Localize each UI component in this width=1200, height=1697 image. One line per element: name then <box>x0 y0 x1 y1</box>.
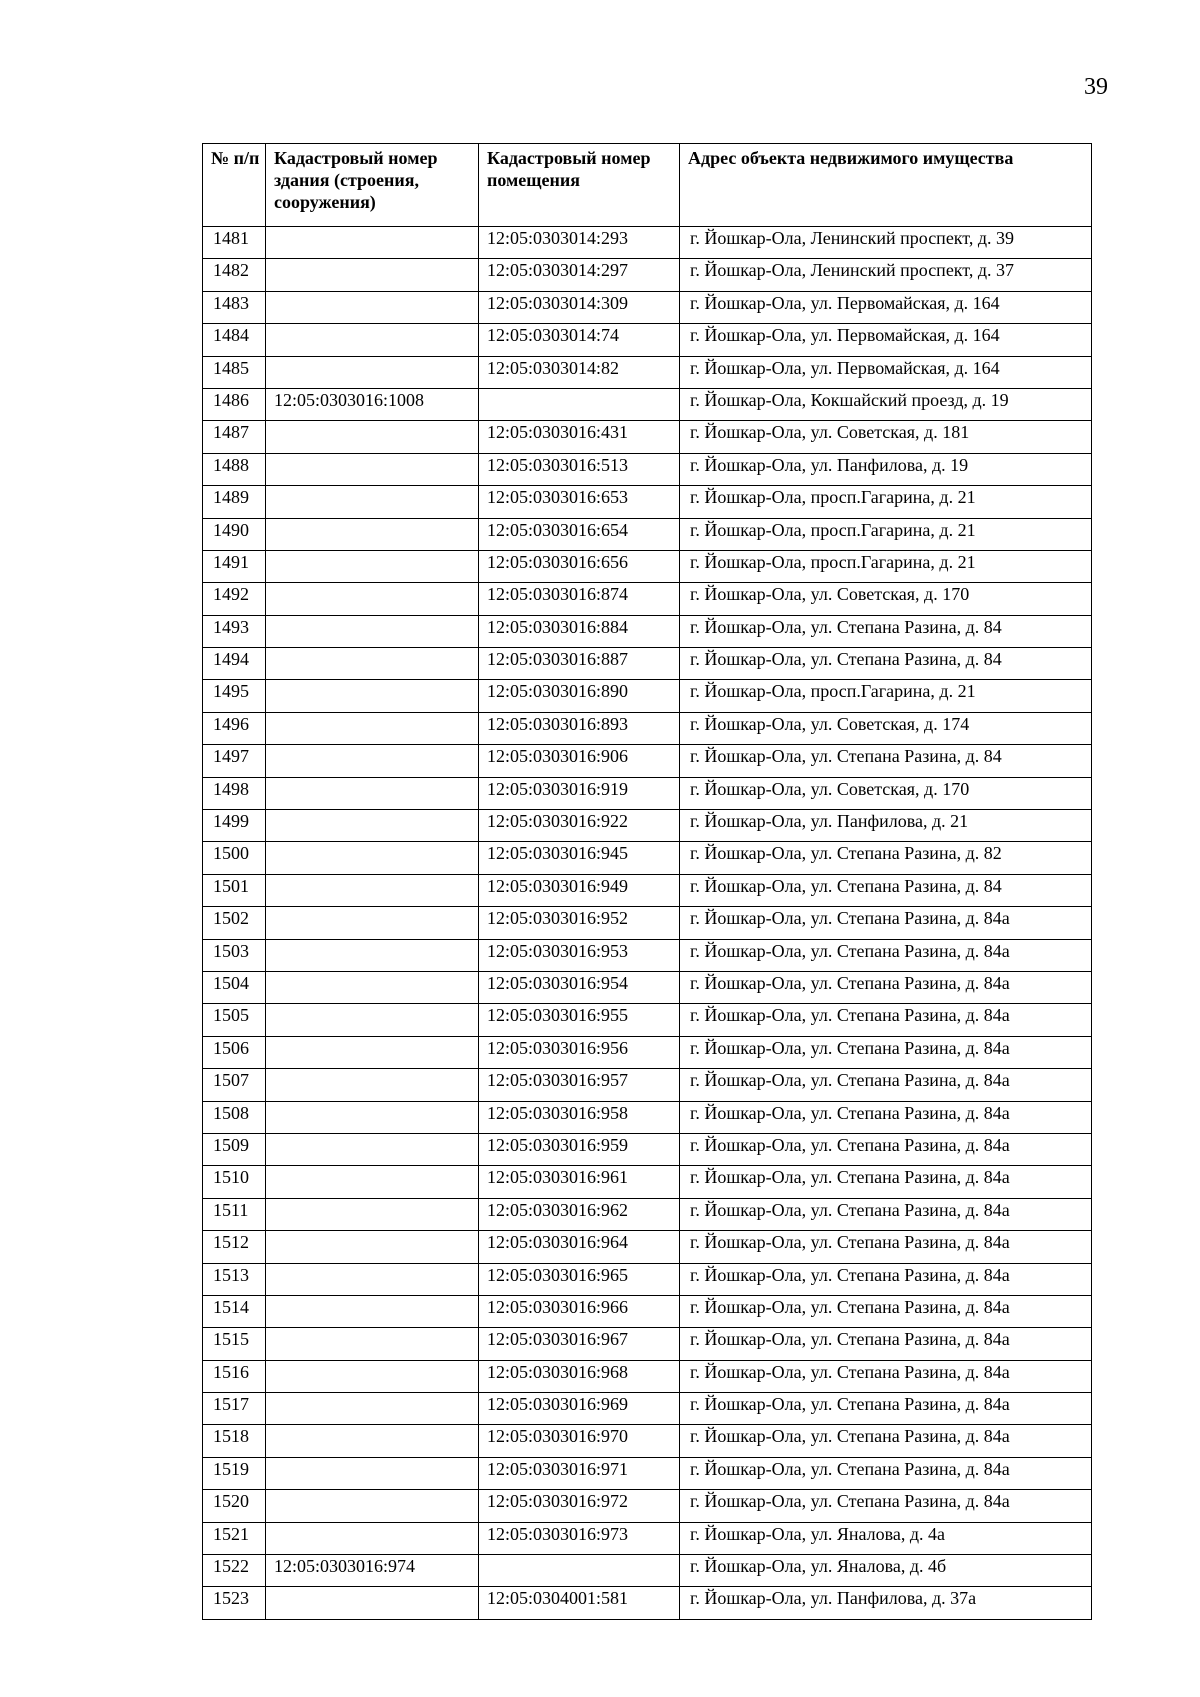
table-row <box>203 1198 1092 1230</box>
building-cadastral-cell <box>266 777 479 809</box>
table-row <box>203 1425 1092 1457</box>
premises-cadastral-cell: 12:05:0303016:654 <box>479 518 680 550</box>
address-cell: г. Йошкар-Ола, ул. Степана Разина, д. 84 <box>680 615 1092 647</box>
building-cadastral-cell <box>266 1490 479 1522</box>
table-row <box>203 356 1092 388</box>
premises-cadastral-cell: 12:05:0303016:952 <box>479 907 680 939</box>
premises-cadastral-cell: 12:05:0303016:874 <box>479 583 680 615</box>
row-number-cell: 1505 <box>203 1004 266 1036</box>
premises-cadastral-cell: 12:05:0303016:958 <box>479 1101 680 1133</box>
address-cell: г. Йошкар-Ола, ул. Яналова, д. 4б <box>680 1555 1092 1587</box>
premises-cadastral-cell: 12:05:0303016:972 <box>479 1490 680 1522</box>
property-registry-table <box>202 143 1092 1620</box>
row-number-cell: 1495 <box>203 680 266 712</box>
table-row <box>203 810 1092 842</box>
row-number-cell: 1496 <box>203 712 266 744</box>
row-number-cell: 1512 <box>203 1231 266 1263</box>
address-cell: г. Йошкар-Ола, ул. Степана Разина, д. 84а <box>680 1004 1092 1036</box>
page-number: 39 <box>1084 74 1108 100</box>
address-cell: г. Йошкар-Ола, ул. Степана Разина, д. 84а <box>680 1069 1092 1101</box>
table-row <box>203 486 1092 518</box>
premises-cadastral-cell: 12:05:0303016:653 <box>479 486 680 518</box>
address-cell: г. Йошкар-Ола, Ленинский проспект, д. 37 <box>680 259 1092 291</box>
table-row <box>203 615 1092 647</box>
row-number-cell: 1490 <box>203 518 266 550</box>
premises-cadastral-cell: 12:05:0303016:967 <box>479 1328 680 1360</box>
row-number-cell: 1493 <box>203 615 266 647</box>
premises-cadastral-cell: 12:05:0303016:961 <box>479 1166 680 1198</box>
premises-cadastral-cell: 12:05:0304001:581 <box>479 1587 680 1619</box>
building-cadastral-cell <box>266 291 479 323</box>
address-cell: г. Йошкар-Ола, ул. Яналова, д. 4а <box>680 1522 1092 1554</box>
table-row <box>203 1295 1092 1327</box>
table-row <box>203 971 1092 1003</box>
row-number-cell: 1508 <box>203 1101 266 1133</box>
address-cell: г. Йошкар-Ола, ул. Степана Разина, д. 84а <box>680 1295 1092 1327</box>
premises-cadastral-cell: 12:05:0303016:955 <box>479 1004 680 1036</box>
premises-cadastral-cell: 12:05:0303016:973 <box>479 1522 680 1554</box>
table-body <box>203 227 1092 1620</box>
row-number-cell: 1507 <box>203 1069 266 1101</box>
table-row <box>203 874 1092 906</box>
building-cadastral-cell <box>266 1457 479 1489</box>
building-cadastral-cell <box>266 1069 479 1101</box>
address-cell: г. Йошкар-Ола, ул. Степана Разина, д. 84а <box>680 907 1092 939</box>
premises-cadastral-cell: 12:05:0303016:966 <box>479 1295 680 1327</box>
premises-cadastral-cell: 12:05:0303016:884 <box>479 615 680 647</box>
row-number-cell: 1485 <box>203 356 266 388</box>
premises-cadastral-cell: 12:05:0303016:970 <box>479 1425 680 1457</box>
row-number-cell: 1517 <box>203 1393 266 1425</box>
row-number-cell: 1500 <box>203 842 266 874</box>
building-cadastral-cell <box>266 1522 479 1554</box>
premises-cadastral-cell: 12:05:0303014:82 <box>479 356 680 388</box>
address-cell: г. Йошкар-Ола, ул. Степана Разина, д. 84а <box>680 1263 1092 1295</box>
table-row <box>203 1069 1092 1101</box>
building-cadastral-cell <box>266 1198 479 1230</box>
table-row <box>203 1360 1092 1392</box>
row-number-cell: 1502 <box>203 907 266 939</box>
address-cell: г. Йошкар-Ола, ул. Степана Разина, д. 84а <box>680 971 1092 1003</box>
building-cadastral-cell <box>266 971 479 1003</box>
address-cell: г. Йошкар-Ола, ул. Степана Разина, д. 84а <box>680 939 1092 971</box>
building-cadastral-cell <box>266 1393 479 1425</box>
premises-cadastral-cell: 12:05:0303016:919 <box>479 777 680 809</box>
row-number-cell: 1520 <box>203 1490 266 1522</box>
address-cell: г. Йошкар-Ола, ул. Степана Разина, д. 84а <box>680 1360 1092 1392</box>
building-cadastral-cell <box>266 421 479 453</box>
building-cadastral-cell <box>266 1133 479 1165</box>
row-number-cell: 1521 <box>203 1522 266 1554</box>
row-number-cell: 1486 <box>203 388 266 420</box>
building-cadastral-cell <box>266 939 479 971</box>
table-row <box>203 1133 1092 1165</box>
row-number-cell: 1519 <box>203 1457 266 1489</box>
building-cadastral-cell <box>266 1328 479 1360</box>
table-row <box>203 259 1092 291</box>
premises-cadastral-cell: 12:05:0303016:964 <box>479 1231 680 1263</box>
address-cell: г. Йошкар-Ола, ул. Советская, д. 170 <box>680 583 1092 615</box>
table-header-row <box>203 144 1092 227</box>
table-row <box>203 324 1092 356</box>
row-number-cell: 1514 <box>203 1295 266 1327</box>
building-cadastral-cell <box>266 518 479 550</box>
row-number-cell: 1503 <box>203 939 266 971</box>
table-row <box>203 777 1092 809</box>
premises-cadastral-cell: 12:05:0303016:953 <box>479 939 680 971</box>
building-cadastral-cell <box>266 907 479 939</box>
premises-cadastral-cell: 12:05:0303014:293 <box>479 227 680 259</box>
premises-cadastral-cell: 12:05:0303016:957 <box>479 1069 680 1101</box>
row-number-cell: 1497 <box>203 745 266 777</box>
header-address: Адрес объекта недвижимого имущества <box>680 144 1092 227</box>
address-cell: г. Йошкар-Ола, ул. Степана Разина, д. 84 <box>680 745 1092 777</box>
table-row <box>203 1166 1092 1198</box>
building-cadastral-cell <box>266 712 479 744</box>
row-number-cell: 1487 <box>203 421 266 453</box>
premises-cadastral-cell: 12:05:0303016:971 <box>479 1457 680 1489</box>
table-row <box>203 648 1092 680</box>
table-row <box>203 1231 1092 1263</box>
address-cell: г. Йошкар-Ола, ул. Степана Разина, д. 84 <box>680 648 1092 680</box>
address-cell: г. Йошкар-Ола, ул. Степана Разина, д. 84а <box>680 1328 1092 1360</box>
building-cadastral-cell <box>266 356 479 388</box>
row-number-cell: 1523 <box>203 1587 266 1619</box>
table-row <box>203 1328 1092 1360</box>
address-cell: г. Йошкар-Ола, ул. Степана Разина, д. 84 <box>680 874 1092 906</box>
row-number-cell: 1522 <box>203 1555 266 1587</box>
address-cell: г. Йошкар-Ола, ул. Степана Разина, д. 84а <box>680 1166 1092 1198</box>
building-cadastral-cell <box>266 486 479 518</box>
address-cell: г. Йошкар-Ола, просп.Гагарина, д. 21 <box>680 486 1092 518</box>
building-cadastral-cell <box>266 1295 479 1327</box>
address-cell: г. Йошкар-Ола, просп.Гагарина, д. 21 <box>680 518 1092 550</box>
address-cell: г. Йошкар-Ола, просп.Гагарина, д. 21 <box>680 680 1092 712</box>
building-cadastral-cell <box>266 745 479 777</box>
premises-cadastral-cell: 12:05:0303016:968 <box>479 1360 680 1392</box>
address-cell: г. Йошкар-Ола, просп.Гагарина, д. 21 <box>680 550 1092 582</box>
table-row <box>203 680 1092 712</box>
address-cell: г. Йошкар-Ола, ул. Степана Разина, д. 84а <box>680 1457 1092 1489</box>
building-cadastral-cell <box>266 1004 479 1036</box>
building-cadastral-cell <box>266 615 479 647</box>
premises-cadastral-cell: 12:05:0303016:513 <box>479 453 680 485</box>
table-row <box>203 1490 1092 1522</box>
table-row <box>203 712 1092 744</box>
premises-cadastral-cell: 12:05:0303016:954 <box>479 971 680 1003</box>
address-cell: г. Йошкар-Ола, Ленинский проспект, д. 39 <box>680 227 1092 259</box>
row-number-cell: 1501 <box>203 874 266 906</box>
premises-cadastral-cell: 12:05:0303016:893 <box>479 712 680 744</box>
address-cell: г. Йошкар-Ола, ул. Степана Разина, д. 82 <box>680 842 1092 874</box>
table-row <box>203 227 1092 259</box>
table-row <box>203 1522 1092 1554</box>
building-cadastral-cell <box>266 1166 479 1198</box>
row-number-cell: 1509 <box>203 1133 266 1165</box>
premises-cadastral-cell: 12:05:0303016:949 <box>479 874 680 906</box>
table-row <box>203 550 1092 582</box>
premises-cadastral-cell: 12:05:0303016:431 <box>479 421 680 453</box>
building-cadastral-cell <box>266 1587 479 1619</box>
row-number-cell: 1515 <box>203 1328 266 1360</box>
table-row <box>203 453 1092 485</box>
premises-cadastral-cell: 12:05:0303014:74 <box>479 324 680 356</box>
premises-cadastral-cell <box>479 388 680 420</box>
premises-cadastral-cell: 12:05:0303016:959 <box>479 1133 680 1165</box>
address-cell: г. Йошкар-Ола, ул. Степана Разина, д. 84а <box>680 1393 1092 1425</box>
table-row <box>203 1263 1092 1295</box>
building-cadastral-cell <box>266 648 479 680</box>
row-number-cell: 1506 <box>203 1036 266 1068</box>
row-number-cell: 1511 <box>203 1198 266 1230</box>
premises-cadastral-cell: 12:05:0303016:965 <box>479 1263 680 1295</box>
header-building-cadastral: Кадастровый номер здания (строения, сооружения) <box>266 144 479 227</box>
row-number-cell: 1518 <box>203 1425 266 1457</box>
row-number-cell: 1494 <box>203 648 266 680</box>
premises-cadastral-cell: 12:05:0303016:887 <box>479 648 680 680</box>
building-cadastral-cell <box>266 453 479 485</box>
premises-cadastral-cell: 12:05:0303016:922 <box>479 810 680 842</box>
row-number-cell: 1510 <box>203 1166 266 1198</box>
building-cadastral-cell <box>266 1036 479 1068</box>
building-cadastral-cell <box>266 550 479 582</box>
address-cell: г. Йошкар-Ола, ул. Первомайская, д. 164 <box>680 324 1092 356</box>
address-cell: г. Йошкар-Ола, ул. Советская, д. 174 <box>680 712 1092 744</box>
address-cell: г. Йошкар-Ола, ул. Советская, д. 170 <box>680 777 1092 809</box>
address-cell: г. Йошкар-Ола, ул. Степана Разина, д. 84а <box>680 1490 1092 1522</box>
table-row <box>203 1587 1092 1619</box>
table-row <box>203 842 1092 874</box>
table-row <box>203 1004 1092 1036</box>
building-cadastral-cell <box>266 324 479 356</box>
address-cell: г. Йошкар-Ола, ул. Степана Разина, д. 84а <box>680 1101 1092 1133</box>
building-cadastral-cell <box>266 874 479 906</box>
row-number-cell: 1513 <box>203 1263 266 1295</box>
building-cadastral-cell <box>266 810 479 842</box>
building-cadastral-cell <box>266 842 479 874</box>
address-cell: г. Йошкар-Ола, ул. Панфилова, д. 37а <box>680 1587 1092 1619</box>
building-cadastral-cell <box>266 227 479 259</box>
building-cadastral-cell <box>266 1360 479 1392</box>
building-cadastral-cell <box>266 1425 479 1457</box>
row-number-cell: 1488 <box>203 453 266 485</box>
building-cadastral-cell <box>266 1231 479 1263</box>
address-cell: г. Йошкар-Ола, ул. Первомайская, д. 164 <box>680 291 1092 323</box>
address-cell: г. Йошкар-Ола, Кокшайский проезд, д. 19 <box>680 388 1092 420</box>
building-cadastral-cell <box>266 259 479 291</box>
row-number-cell: 1482 <box>203 259 266 291</box>
table-row <box>203 291 1092 323</box>
address-cell: г. Йошкар-Ола, ул. Степана Разина, д. 84а <box>680 1425 1092 1457</box>
address-cell: г. Йошкар-Ола, ул. Панфилова, д. 19 <box>680 453 1092 485</box>
address-cell: г. Йошкар-Ола, ул. Степана Разина, д. 84а <box>680 1231 1092 1263</box>
premises-cadastral-cell: 12:05:0303016:906 <box>479 745 680 777</box>
building-cadastral-cell <box>266 1101 479 1133</box>
table-row <box>203 907 1092 939</box>
row-number-cell: 1481 <box>203 227 266 259</box>
row-number-cell: 1498 <box>203 777 266 809</box>
address-cell: г. Йошкар-Ола, ул. Первомайская, д. 164 <box>680 356 1092 388</box>
premises-cadastral-cell: 12:05:0303016:945 <box>479 842 680 874</box>
row-number-cell: 1491 <box>203 550 266 582</box>
header-premises-cadastral: Кадастровый номер помещения <box>479 144 680 227</box>
building-cadastral-cell <box>266 680 479 712</box>
address-cell: г. Йошкар-Ола, ул. Степана Разина, д. 84а <box>680 1133 1092 1165</box>
building-cadastral-cell: 12:05:0303016:974 <box>266 1555 479 1587</box>
premises-cadastral-cell <box>479 1555 680 1587</box>
table-row <box>203 1555 1092 1587</box>
premises-cadastral-cell: 12:05:0303016:890 <box>479 680 680 712</box>
row-number-cell: 1504 <box>203 971 266 1003</box>
premises-cadastral-cell: 12:05:0303016:962 <box>479 1198 680 1230</box>
table-row <box>203 388 1092 420</box>
premises-cadastral-cell: 12:05:0303016:956 <box>479 1036 680 1068</box>
table-row <box>203 583 1092 615</box>
table-row <box>203 421 1092 453</box>
table-row <box>203 1036 1092 1068</box>
table-row <box>203 1101 1092 1133</box>
premises-cadastral-cell: 12:05:0303016:656 <box>479 550 680 582</box>
row-number-cell: 1492 <box>203 583 266 615</box>
address-cell: г. Йошкар-Ола, ул. Панфилова, д. 21 <box>680 810 1092 842</box>
premises-cadastral-cell: 12:05:0303014:309 <box>479 291 680 323</box>
row-number-cell: 1484 <box>203 324 266 356</box>
table-row <box>203 745 1092 777</box>
premises-cadastral-cell: 12:05:0303014:297 <box>479 259 680 291</box>
table-row <box>203 518 1092 550</box>
building-cadastral-cell <box>266 1263 479 1295</box>
address-cell: г. Йошкар-Ола, ул. Советская, д. 181 <box>680 421 1092 453</box>
address-cell: г. Йошкар-Ола, ул. Степана Разина, д. 84а <box>680 1036 1092 1068</box>
row-number-cell: 1489 <box>203 486 266 518</box>
row-number-cell: 1499 <box>203 810 266 842</box>
table-row <box>203 939 1092 971</box>
table-row <box>203 1393 1092 1425</box>
header-number: № п/п <box>203 144 266 227</box>
table-row <box>203 1457 1092 1489</box>
address-cell: г. Йошкар-Ола, ул. Степана Разина, д. 84а <box>680 1198 1092 1230</box>
building-cadastral-cell <box>266 583 479 615</box>
row-number-cell: 1516 <box>203 1360 266 1392</box>
row-number-cell: 1483 <box>203 291 266 323</box>
premises-cadastral-cell: 12:05:0303016:969 <box>479 1393 680 1425</box>
building-cadastral-cell: 12:05:0303016:1008 <box>266 388 479 420</box>
